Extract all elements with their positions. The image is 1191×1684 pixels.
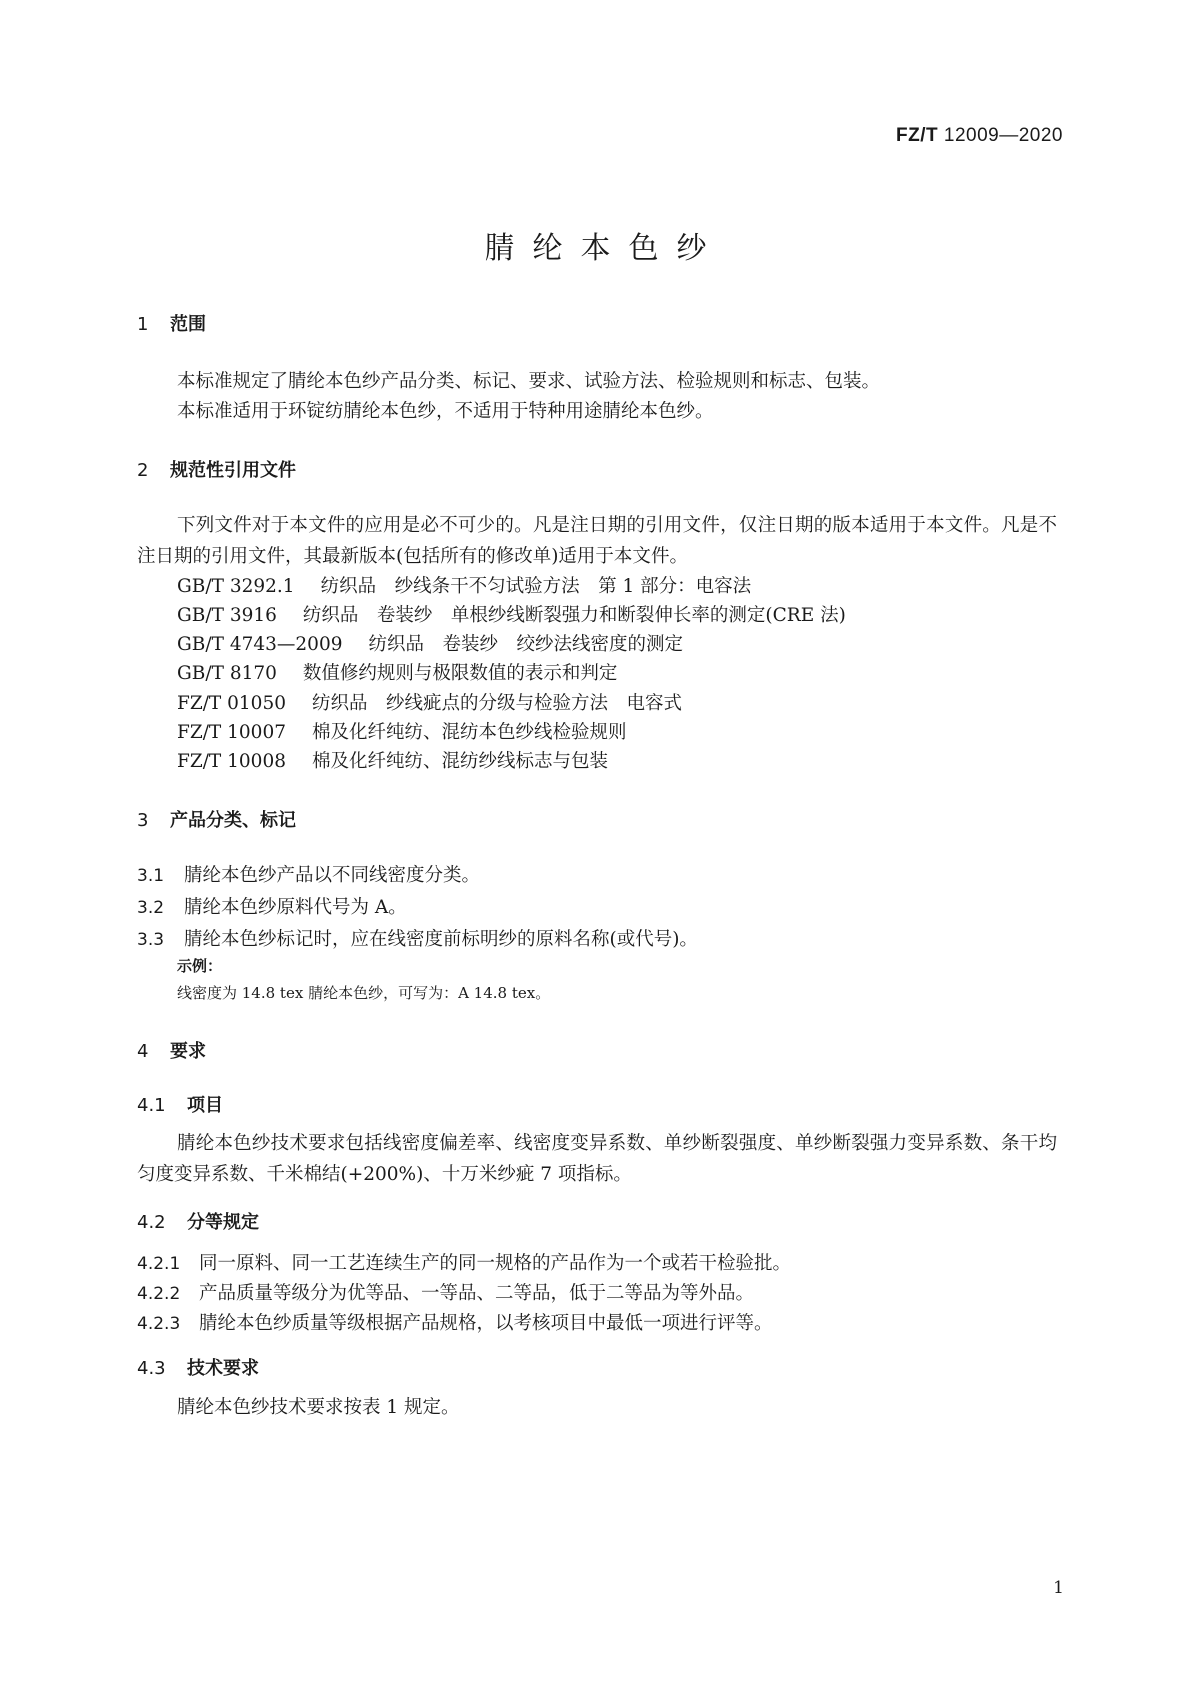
document-title: 腈纶本色纱: [484, 231, 725, 266]
clause-number: 3.3: [137, 930, 165, 950]
section-number: 4: [137, 1041, 149, 1062]
clause-number: 3.2: [137, 898, 165, 918]
reference-title: 棉及化纤纯纺、混纺纱线标志与包装: [312, 751, 609, 772]
clause-text: 腈纶本色纱标记时，应在线密度前标明纱的原料名称(或代号)。: [184, 929, 698, 950]
clause-item: [137, 1309, 773, 1335]
section-4-2-heading: [137, 1208, 259, 1234]
clause-text: 腈纶本色纱原料代号为 A。: [184, 897, 407, 918]
reference-item: [177, 630, 683, 656]
standard-prefix: FZ/T: [896, 125, 939, 146]
section-title: 项目: [187, 1095, 223, 1116]
section-number: 1: [137, 314, 149, 335]
section-4-heading: [137, 1037, 206, 1063]
section-4-1-heading: [137, 1091, 223, 1117]
clause-text: 产品质量等级分为优等品、一等品、二等品，低于二等品为等外品。: [199, 1283, 755, 1304]
reference-title: 纺织品 卷装纱 绞纱法线密度的测定: [368, 634, 684, 655]
page-number: 1: [1053, 1578, 1064, 1598]
clause-item: [137, 893, 407, 919]
reference-code: FZ/T 01050: [177, 693, 286, 714]
reference-code: GB/T 4743—2009: [177, 634, 343, 655]
reference-item: [177, 718, 627, 744]
reference-code: FZ/T 10008: [177, 751, 286, 772]
clause-text: 同一原料、同一工艺连续生产的同一规格的产品作为一个或若干检验批。: [199, 1253, 792, 1274]
reference-title: 数值修约规则与极限数值的表示和判定: [302, 663, 618, 684]
clause-text: 腈纶本色纱质量等级根据产品规格，以考核项目中最低一项进行评等。: [199, 1313, 773, 1334]
standard-number: [896, 125, 1063, 147]
section-title: 规范性引用文件: [170, 460, 296, 481]
section-1-heading: [137, 310, 206, 336]
section-number: 2: [137, 460, 149, 481]
example-label: 示例：: [177, 957, 223, 975]
clause-item: [137, 925, 698, 951]
reference-item: [177, 601, 846, 627]
reference-title: 纺织品 卷装纱 单根纱线断裂强力和断裂伸长率的测定(CRE 法): [302, 605, 846, 626]
section-3-heading: [137, 806, 296, 832]
example-text: 线密度为 14.8 tex 腈纶本色纱，可写为：A 14.8 tex。: [177, 984, 551, 1002]
reference-item: [177, 689, 682, 715]
reference-code: GB/T 8170: [177, 663, 277, 684]
section-title: 产品分类、标记: [170, 810, 296, 831]
section-4-3-heading: [137, 1354, 259, 1380]
section-4-1-para: 腈纶本色纱技术要求包括线密度偏差率、线密度变异系数、单纱断裂强度、单纱断裂强力变异系数、条干均匀度变异系数、千米棉结(+200%)、十万米纱疵 7 项指标。: [137, 1133, 1057, 1185]
clause-number: 4.2.1: [137, 1254, 181, 1274]
reference-item: [177, 659, 617, 685]
section-2-intro: 下列文件对于本文件的应用是必不可少的。凡是注日期的引用文件，仅注日期的版本适用于本文件。凡是不注日期的引用文件，其最新版本(包括所有的修改单)适用于本文件。: [137, 515, 1057, 567]
section-title: 范围: [170, 314, 206, 335]
section-title: 分等规定: [187, 1212, 259, 1233]
reference-item: [177, 572, 751, 598]
section-number: 4.1: [137, 1095, 166, 1116]
section-number: 4.3: [137, 1358, 166, 1379]
clause-item: [137, 1279, 754, 1305]
clause-number: 4.2.3: [137, 1314, 181, 1334]
clause-number: 4.2.2: [137, 1284, 181, 1304]
reference-code: FZ/T 10007: [177, 722, 286, 743]
section-1-para-2: 本标准适用于环锭纺腈纶本色纱，不适用于特种用途腈纶本色纱。: [177, 401, 714, 422]
section-4-3-para: 腈纶本色纱技术要求按表 1 规定。: [177, 1397, 460, 1418]
standard-code: 12009—2020: [943, 125, 1063, 146]
reference-title: 棉及化纤纯纺、混纺本色纱线检验规则: [312, 722, 627, 743]
clause-number: 3.1: [137, 866, 165, 886]
reference-title: 纺织品 纱线疵点的分级与检验方法 电容式: [312, 693, 683, 714]
clause-item: [137, 1249, 791, 1275]
clause-text: 腈纶本色纱产品以不同线密度分类。: [184, 865, 481, 886]
reference-code: GB/T 3916: [177, 605, 277, 626]
reference-code: GB/T 3292.1: [177, 576, 295, 597]
reference-item: [177, 747, 608, 773]
section-title: 技术要求: [187, 1358, 259, 1379]
reference-title: 纺织品 纱线条干不匀试验方法 第 1 部分：电容法: [320, 576, 752, 597]
section-1-para-1: 本标准规定了腈纶本色纱产品分类、标记、要求、试验方法、检验规则和标志、包装。: [177, 371, 881, 392]
section-title: 要求: [170, 1041, 206, 1062]
section-number: 3: [137, 810, 149, 831]
section-number: 4.2: [137, 1212, 166, 1233]
section-2-heading: [137, 456, 296, 482]
clause-item: [137, 861, 480, 887]
